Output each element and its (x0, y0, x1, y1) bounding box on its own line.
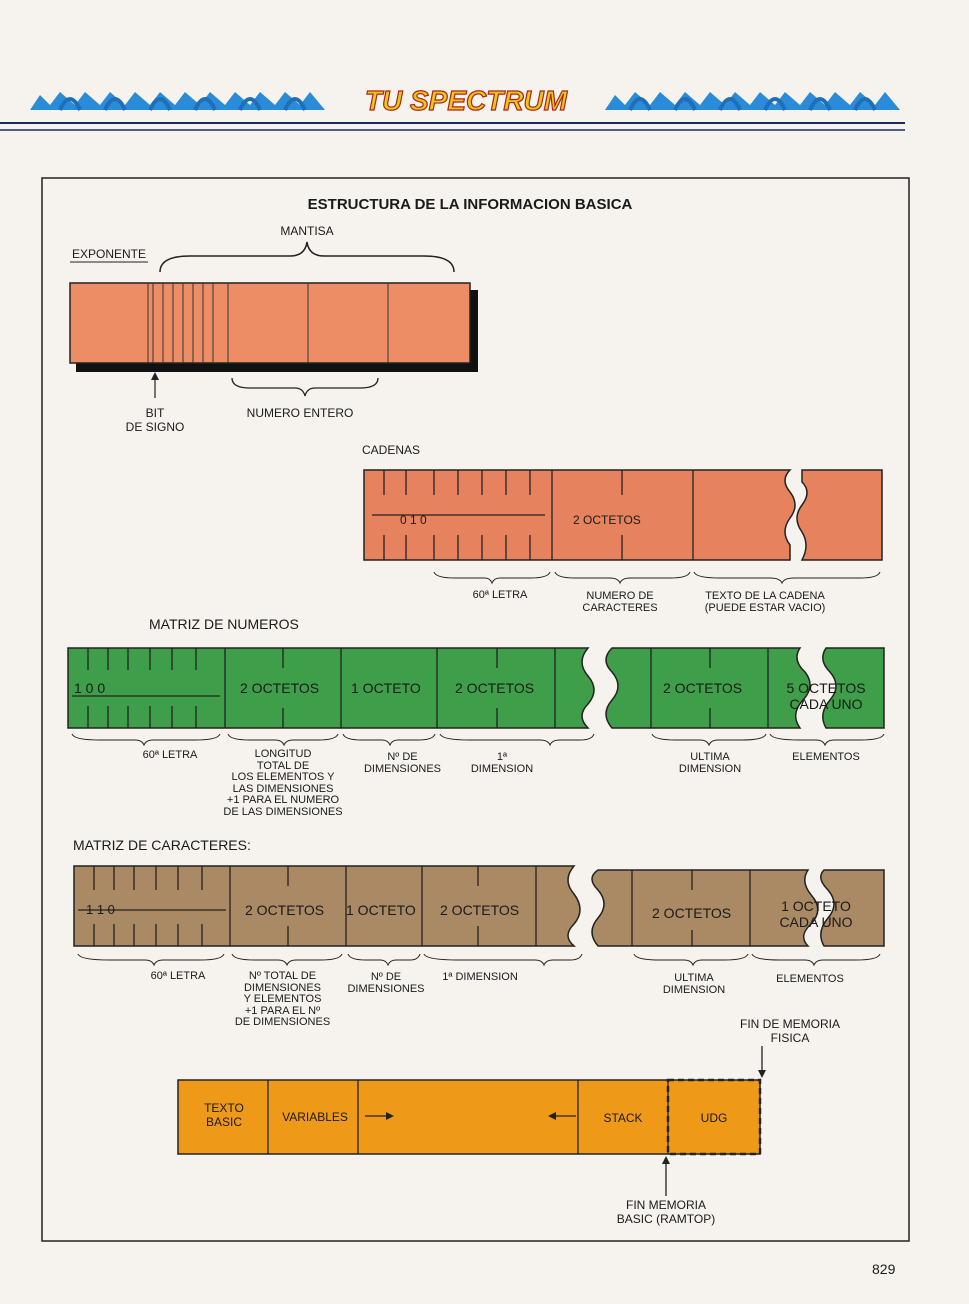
texto-cadena-label (680, 590, 850, 614)
numarr-primera-label (456, 751, 548, 775)
cadenas-type-bits: 0 1 0 (400, 513, 427, 527)
chararr-total-label (225, 971, 340, 1029)
numarr-elements-bytes (770, 680, 882, 712)
de-signo-label: DE SIGNO (125, 420, 185, 434)
texto-basic-line-2: BASIC (205, 1115, 242, 1129)
diagram-title: ESTRUCTURA DE LA INFORMACION BASICA (307, 196, 633, 213)
chararr-ndim-line-2: DIMENSIONES (347, 983, 425, 995)
chararr-elementos-label: ELEMENTOS (776, 973, 844, 985)
chararr-letra-label: 60ª LETRA (150, 970, 206, 982)
mantisa-brace (160, 242, 454, 272)
header-title: TU SPECTRUM (364, 85, 568, 116)
numarr-dims-byte: 1 OCTETO (351, 680, 421, 696)
chararr-ndim-line-1: Nº DE (370, 971, 402, 983)
chararr-total-line-4: +1 PARA EL Nº (244, 1004, 321, 1017)
fin-memoria-fisica-label (735, 1017, 845, 1045)
chararr-first-dim-bytes: 2 OCTETOS (440, 902, 520, 918)
numarr-ultima-line-2: DIMENSION (678, 763, 742, 775)
matriz-caracteres-title: MATRIZ DE CARACTERES: (73, 837, 251, 853)
fin-fisica-line-2: FISICA (770, 1031, 810, 1045)
mantisa-label: MANTISA (280, 224, 334, 238)
chararr-primera-label: 1ª DIMENSION (442, 971, 518, 983)
numarr-ndim-line-1: Nº DE (387, 751, 418, 763)
chararr-ultima-line-1: ULTIMA (674, 972, 714, 984)
texto-basic-region (180, 1101, 268, 1129)
numero-entero-brace (232, 378, 378, 396)
numero-caracteres-label (555, 590, 685, 614)
chararr-elements-line-1: 1 OCTETO (781, 898, 851, 914)
chararr-total-line-1: Nº TOTAL DE (248, 970, 317, 982)
cadenas-letra-label: 60ª LETRA (472, 589, 528, 601)
numarr-ndim-label (350, 751, 455, 775)
fin-basic-line-2: BASIC (RAMTOP) (616, 1212, 716, 1226)
numarr-type-bits: 1 0 0 (74, 680, 106, 696)
numarr-primera-line-2: DIMENSION (470, 763, 534, 775)
chararr-total-line-2: DIMENSIONES (243, 981, 321, 994)
longitud-line-1: LONGITUD (254, 748, 312, 760)
exponente-label: EXPONENTE (71, 247, 146, 261)
chararr-total-line-3: Y ELEMENTOS (243, 993, 322, 1005)
longitud-line-5: +1 PARA EL NUMERO (226, 794, 340, 806)
texto-basic-line-1: TEXTO (204, 1101, 244, 1115)
fin-memoria-basic-label (606, 1198, 726, 1226)
udg-region: UDG (700, 1111, 728, 1125)
chararr-dims-byte: 1 OCTETO (346, 902, 416, 918)
cadenas-length-bytes: 2 OCTETOS (573, 513, 641, 527)
texto-cadena-line-2: (PUEDE ESTAR VACIO) (704, 602, 826, 614)
ramtop-arrowhead (662, 1156, 670, 1164)
numarr-primera-line-1: 1ª (496, 751, 508, 763)
numero-entero-label: NUMERO ENTERO (246, 406, 354, 420)
chararr-ndim-label (336, 971, 436, 995)
chararr-ultima-label (648, 972, 740, 996)
float-number-block (70, 283, 478, 372)
numarr-first-dim-bytes: 2 OCTETOS (455, 680, 535, 696)
numarr-letra-label: 60ª LETRA (142, 749, 198, 761)
longitud-line-2: TOTAL DE (256, 759, 310, 772)
chararr-elements-line-2: CADA UNO (779, 914, 853, 930)
chararr-elements-bytes (760, 898, 872, 930)
numarr-ultima-line-1: ULTIMA (690, 751, 730, 763)
chararr-last-dim-bytes: 2 OCTETOS (652, 905, 732, 921)
chararr-length-bytes: 2 OCTETOS (245, 902, 325, 918)
numero-caracteres-line-1: NUMERO DE (586, 590, 654, 602)
numarr-ultima-label (664, 751, 756, 775)
numarr-ndim-line-2: DIMENSIONES (363, 763, 441, 775)
longitud-line-3: LOS ELEMENTOS Y (231, 771, 335, 783)
variables-region: VARIABLES (282, 1110, 348, 1124)
stack-region: STACK (603, 1111, 643, 1125)
longitud-line-6: DE LAS DIMENSIONES (223, 805, 343, 818)
number-array-label-braces (72, 734, 884, 745)
numarr-elements-line-1: 5 OCTETOS (786, 680, 866, 696)
numarr-elements-line-2: CADA UNO (789, 696, 863, 712)
numarr-length-bytes: 2 OCTETOS (240, 680, 320, 696)
string-label-braces (434, 572, 880, 583)
fin-fisica-line-1: FIN DE MEMORIA (739, 1017, 840, 1031)
fin-basic-line-1: FIN MEMORIA (626, 1198, 706, 1212)
character-array-label-braces (78, 954, 880, 965)
page-number: 829 (872, 1261, 896, 1277)
texto-cadena-line-1: TEXTO DE LA CADENA (705, 590, 825, 602)
chararr-type-bits: 1 1 0 (86, 902, 115, 917)
fin-fisica-arrowhead (758, 1070, 766, 1078)
chararr-ultima-line-2: DIMENSION (662, 984, 726, 996)
cadenas-title: CADENAS (362, 443, 421, 457)
chararr-total-line-5: DE DIMENSIONES (234, 1016, 331, 1028)
bit-signo-arrowhead (151, 372, 159, 380)
numarr-last-dim-bytes: 2 OCTETOS (663, 680, 743, 696)
longitud-line-4: LAS DIMENSIONES (232, 782, 334, 795)
numarr-longitud-label (213, 749, 353, 818)
bit-label: BIT (145, 406, 165, 420)
matriz-numeros-title: MATRIZ DE NUMEROS (149, 616, 299, 632)
numarr-elementos-label: ELEMENTOS (792, 751, 860, 763)
numero-caracteres-line-2: CARACTERES (582, 602, 658, 614)
